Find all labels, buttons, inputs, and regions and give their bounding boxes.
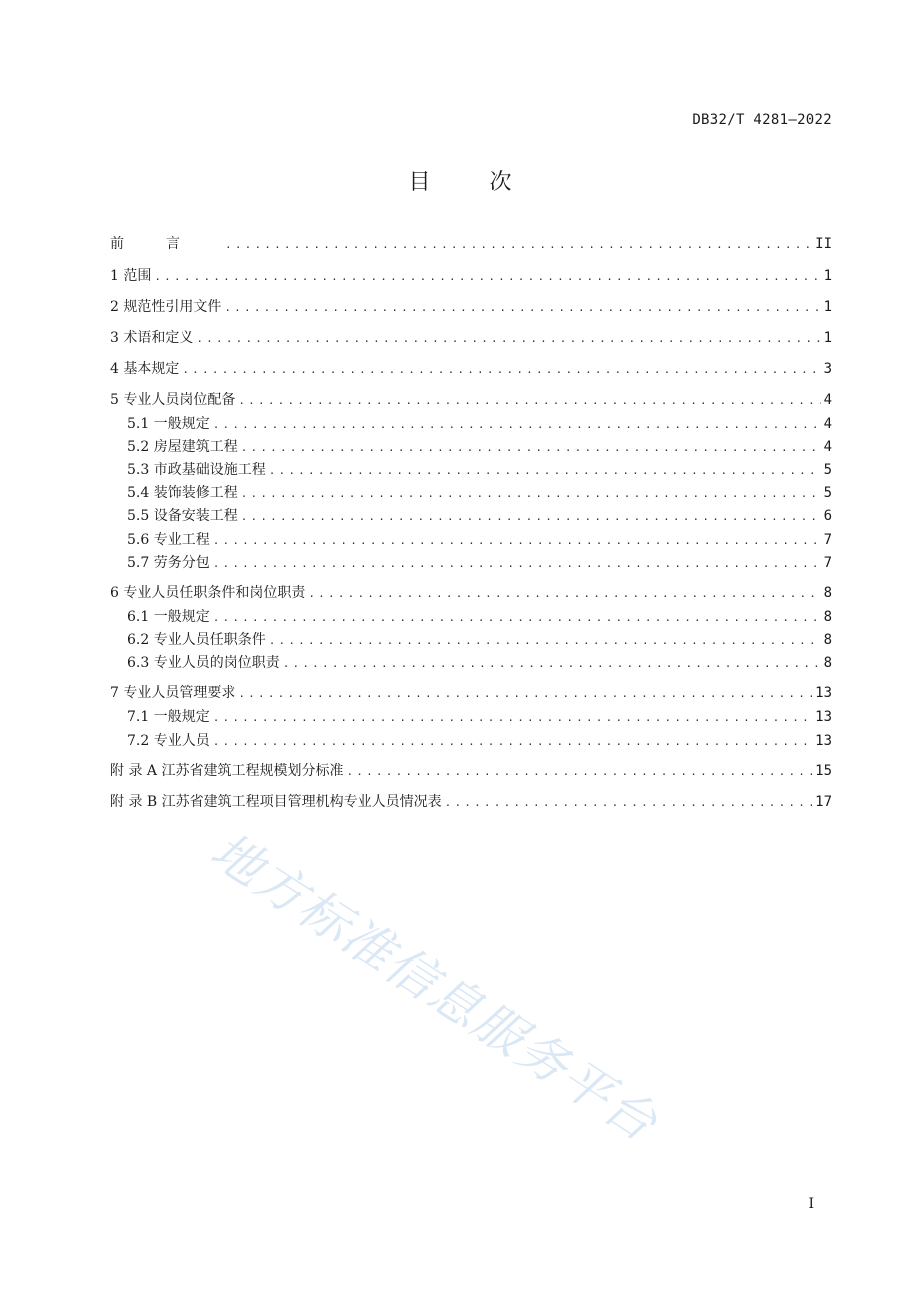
toc-entry-page: 15 <box>815 763 832 779</box>
toc-entry[interactable] <box>110 683 832 703</box>
toc-entry-label: 附 录 A 江苏省建筑工程规模划分标准 <box>110 763 344 779</box>
toc-entry-label: 4 基本规定 <box>110 361 180 377</box>
toc-entry-page: 8 <box>823 585 832 601</box>
toc-entry[interactable] <box>127 483 832 503</box>
toc-entry[interactable] <box>110 792 832 812</box>
toc-entry-label: 6.3 专业人员的岗位职责 <box>127 655 280 671</box>
toc-entry-page: 5 <box>823 485 832 501</box>
toc-leader-dots <box>445 793 813 813</box>
toc-entry[interactable] <box>110 390 832 410</box>
toc-entry[interactable] <box>127 653 832 673</box>
toc-entry-label: 1 范围 <box>110 268 152 284</box>
toc-leader-dots <box>238 391 820 411</box>
toc-entry-label: 前言 <box>110 236 222 252</box>
footer-page-number: I <box>808 1196 814 1212</box>
toc-entry[interactable] <box>127 607 832 627</box>
toc-entry-page: II <box>815 236 832 252</box>
toc-entry-page: 4 <box>823 416 832 432</box>
toc-leader-dots <box>213 732 812 752</box>
toc-leader-dots <box>241 438 821 458</box>
toc-entry-label: 5.7 劳务分包 <box>127 555 210 571</box>
toc-entry-page: 6 <box>823 508 832 524</box>
toc-entry[interactable] <box>127 731 832 751</box>
toc-entry-page: 1 <box>823 330 832 346</box>
toc-entry[interactable] <box>127 437 832 457</box>
toc-entry-label: 5.1 一般规定 <box>127 416 210 432</box>
toc-entry-page: 1 <box>823 299 832 315</box>
toc-leader-dots <box>224 298 820 318</box>
toc-entry-page: 13 <box>815 709 832 725</box>
toc-leader-dots <box>269 631 821 651</box>
toc-entry-label: 7 专业人员管理要求 <box>110 685 236 701</box>
toc-leader-dots <box>283 654 821 674</box>
toc-entry[interactable] <box>110 266 832 286</box>
toc-entry-page: 4 <box>823 392 832 408</box>
toc-entry-label: 7.1 一般规定 <box>127 709 210 725</box>
toc-entry-label: 附 录 B 江苏省建筑工程项目管理机构专业人员情况表 <box>110 794 442 810</box>
toc-entry[interactable] <box>127 530 832 550</box>
toc-entry-label: 6.2 专业人员任职条件 <box>127 632 266 648</box>
toc-leader-dots <box>213 415 821 435</box>
toc-entry-page: 8 <box>823 632 832 648</box>
toc-entry[interactable] <box>127 506 832 526</box>
toc-entry-label: 5 专业人员岗位配备 <box>110 392 236 408</box>
toc-entry[interactable] <box>127 553 832 573</box>
toc-leader-dots <box>241 484 821 504</box>
toc-leader-dots <box>154 267 820 287</box>
toc-leader-dots <box>213 554 821 574</box>
toc-entry-page: 1 <box>823 268 832 284</box>
page-title: 目 次 <box>408 169 538 195</box>
toc-entry-label: 6 专业人员任职条件和岗位职责 <box>110 585 306 601</box>
toc-entry[interactable] <box>110 583 832 603</box>
toc-entry[interactable] <box>127 707 832 727</box>
toc-leader-dots <box>269 461 821 481</box>
toc-entry-page: 3 <box>823 361 832 377</box>
toc-entry[interactable] <box>110 297 832 317</box>
toc-entry-page: 13 <box>815 733 832 749</box>
toc-entry-label: 7.2 专业人员 <box>127 733 210 749</box>
toc-entry-page: 7 <box>823 555 832 571</box>
toc-entry[interactable] <box>127 630 832 650</box>
toc-entry-label: 5.5 设备安装工程 <box>127 508 238 524</box>
toc-leader-dots <box>241 507 821 527</box>
toc-leader-dots <box>213 531 821 551</box>
toc-entry-page: 5 <box>823 462 832 478</box>
toc-leader-dots <box>213 708 812 728</box>
toc-entry[interactable] <box>110 761 832 781</box>
toc-entry-label: 3 术语和定义 <box>110 330 194 346</box>
toc-entry-page: 7 <box>823 532 832 548</box>
toc-leader-dots <box>225 235 812 255</box>
toc-entry-label: 6.1 一般规定 <box>127 609 210 625</box>
toc-entry[interactable] <box>110 328 832 348</box>
toc-entry-label: 5.2 房屋建筑工程 <box>127 439 238 455</box>
toc-leader-dots <box>182 360 820 380</box>
toc-entry-page: 13 <box>815 685 832 701</box>
toc-entry-page: 17 <box>815 794 832 810</box>
toc-entry[interactable] <box>110 234 832 254</box>
toc-entry-page: 4 <box>823 439 832 455</box>
toc-entry-label: 5.4 装饰装修工程 <box>127 485 238 501</box>
toc-entry-label: 5.6 专业工程 <box>127 532 210 548</box>
toc-leader-dots <box>213 608 821 628</box>
toc-entry-label: 5.3 市政基础设施工程 <box>127 462 266 478</box>
toc-entry[interactable] <box>127 414 832 434</box>
document-code: DB32/T 4281—2022 <box>692 112 832 128</box>
toc-entry-page: 8 <box>823 655 832 671</box>
toc-leader-dots <box>238 684 812 704</box>
toc-leader-dots <box>346 762 812 782</box>
watermark: 地方标准信息服务平台 <box>200 821 669 1154</box>
toc-entry[interactable] <box>127 460 832 480</box>
toc-entry-label: 2 规范性引用文件 <box>110 299 222 315</box>
toc-entry-page: 8 <box>823 609 832 625</box>
toc-leader-dots <box>308 584 820 604</box>
toc-entry[interactable] <box>110 359 832 379</box>
toc-leader-dots <box>196 329 820 349</box>
